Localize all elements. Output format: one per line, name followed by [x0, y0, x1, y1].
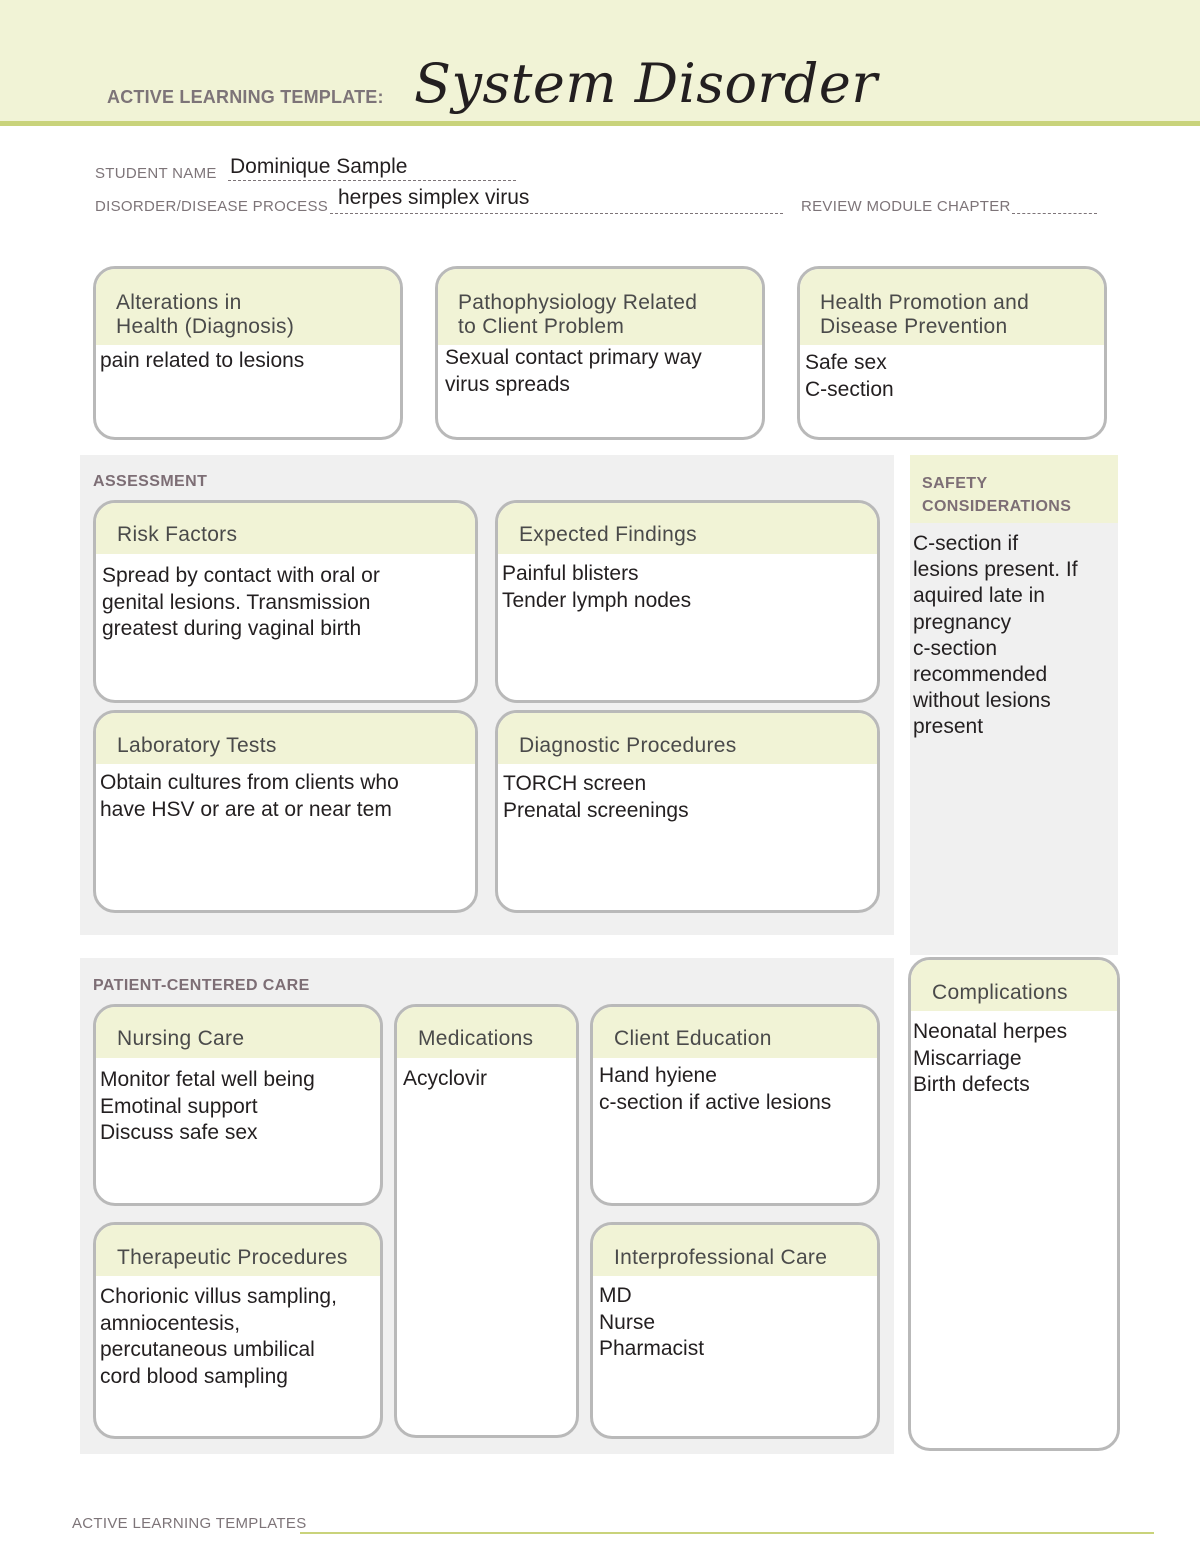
card-body[interactable]: Neonatal herpes Miscarriage Birth defects: [913, 1020, 1068, 1096]
card-expected-findings: [495, 500, 880, 703]
card-body[interactable]: Obtain cultures from clients who have HSV or are at or near tem: [100, 771, 399, 821]
card-diagnostic-procedures: [495, 710, 880, 913]
card-body[interactable]: Sexual contact primary way virus spreads: [445, 346, 702, 396]
review-module-line: [1012, 213, 1097, 214]
student-name-value[interactable]: Dominique Sample: [230, 155, 408, 178]
card-alterations-in-health: [93, 266, 403, 440]
card-title: Risk Factors: [117, 523, 238, 546]
card-title: Health Promotion and Disease Prevention: [820, 291, 1030, 338]
card-body[interactable]: Monitor fetal well being Emotinal support Discuss safe sex: [100, 1068, 315, 1144]
disorder-line: [330, 213, 783, 214]
card-risk-factors: [93, 500, 478, 703]
card-title: Expected Findings: [519, 523, 697, 546]
card-body[interactable]: Painful blisters Tender lymph nodes: [502, 562, 692, 612]
safety-title: SAFETY CONSIDERATIONS: [922, 475, 1072, 515]
card-nursing-care: [93, 1004, 383, 1206]
header-rule: [0, 121, 1200, 126]
card-body[interactable]: Spread by contact with oral or genital lesions. Transmission greatest during vaginal birth: [102, 564, 380, 640]
review-module-label: REVIEW MODULE CHAPTER: [801, 198, 1011, 215]
card-title: Pathophysiology Related to Client Problem: [458, 291, 698, 338]
card-title: Laboratory Tests: [117, 734, 277, 757]
card-body[interactable]: TORCH screen Prenatal screenings: [503, 772, 689, 822]
card-title: Nursing Care: [117, 1027, 245, 1050]
card-complications: [908, 957, 1120, 1451]
card-body[interactable]: Chorionic villus sampling, amniocentesis, percutaneous umbilical cord blood sampling: [100, 1285, 337, 1388]
card-title: Diagnostic Procedures: [519, 734, 737, 757]
footer-rule: [300, 1532, 1154, 1534]
patient-centered-care-title: PATIENT-CENTERED CARE: [93, 977, 310, 994]
card-body[interactable]: MD Nurse Pharmacist: [599, 1284, 705, 1360]
student-name-line: [228, 180, 516, 181]
card-client-education: [590, 1004, 880, 1206]
student-name-label: STUDENT NAME: [95, 165, 217, 182]
disorder-value[interactable]: herpes simplex virus: [338, 186, 530, 209]
card-title: Medications: [418, 1027, 534, 1050]
card-title: Interprofessional Care: [614, 1246, 828, 1269]
card-interprofessional-care: [590, 1222, 880, 1439]
template-label: ACTIVE LEARNING TEMPLATE:: [107, 87, 384, 107]
disorder-label: DISORDER/DISEASE PROCESS: [95, 198, 329, 215]
safety-body[interactable]: C-section if lesions present. If aquired late in pregnancy c-section recommended without lesions present: [913, 532, 1078, 739]
card-title: Therapeutic Procedures: [117, 1246, 348, 1269]
assessment-title: ASSESSMENT: [93, 473, 208, 490]
footer-label: ACTIVE LEARNING TEMPLATES: [72, 1515, 307, 1532]
template-title: System Disorder: [414, 52, 878, 115]
card-title: Client Education: [614, 1027, 772, 1050]
card-body[interactable]: Hand hyiene c-section if active lesions: [599, 1064, 832, 1114]
card-therapeutic-procedures: [93, 1222, 383, 1439]
card-body[interactable]: Safe sex C-section: [805, 351, 894, 401]
card-title: Complications: [932, 981, 1068, 1004]
card-health-promotion: [797, 266, 1107, 440]
card-title: Alterations in Health (Diagnosis): [116, 291, 295, 338]
card-body[interactable]: Acyclovir: [403, 1067, 488, 1090]
card-laboratory-tests: [93, 710, 478, 913]
card-pathophysiology: [435, 266, 765, 440]
card-body[interactable]: pain related to lesions: [100, 349, 305, 372]
card-medications: [394, 1004, 579, 1438]
